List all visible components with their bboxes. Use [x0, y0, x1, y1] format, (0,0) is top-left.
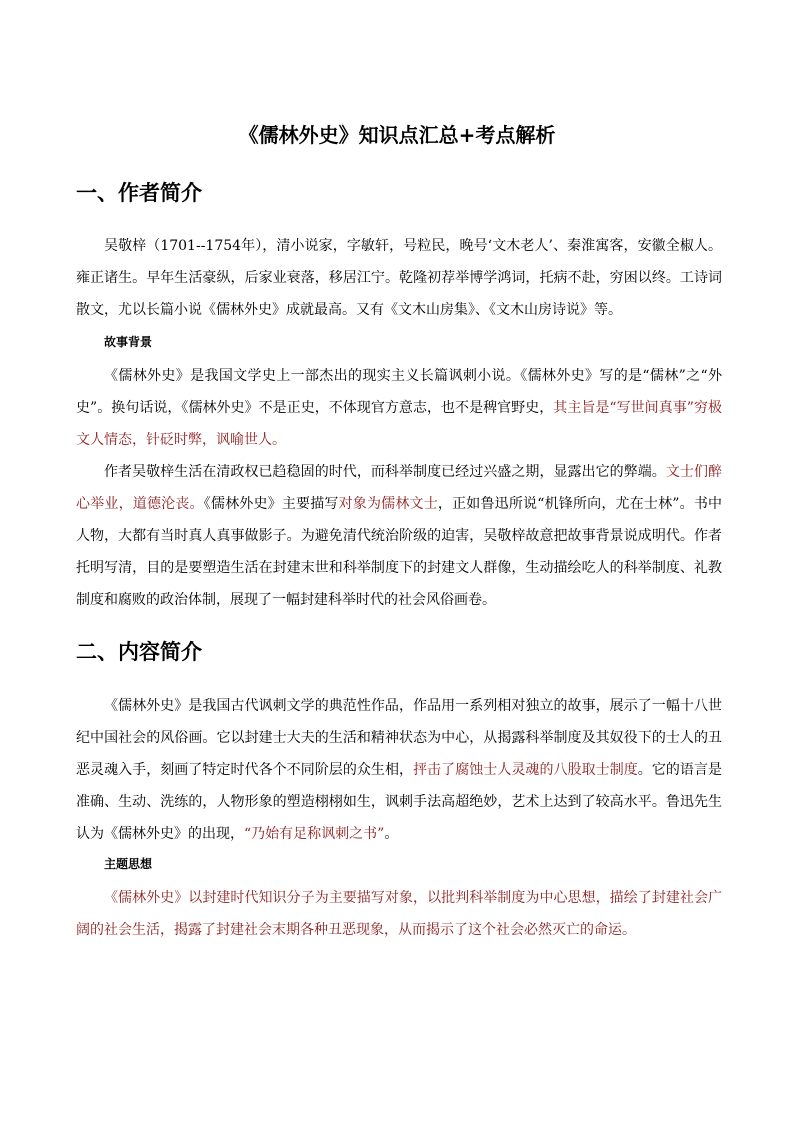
- era-highlight-2: 对象为儒林文士: [338, 496, 438, 512]
- author-paragraph: 吴敬梓（1701--1754年），清小说家，字敏轩，号粒民，晚号‘文木老人’、秦淮寓客，安徽全椒人。雍正诸生。早年生活豪纵，后家业衰落，移居江宁。乾隆初荐举博学鸿词，托病不赴，穷困以终。工诗词散文，尤以长篇小说《儒林外史》成就最高。又有《文木山房集》、《文木山房诗说》等。: [76, 238, 722, 318]
- era-highlight-1: 文士们醉心举业，道德沦丧。: [76, 464, 722, 512]
- background-highlight: 其主旨是“写世间真事”穷极文人情态，针砭时弊，讽喻世人。: [76, 400, 722, 448]
- content-paragraph: [76, 690, 722, 850]
- content-text-2: 。它的语言是准确、生动、洗练的，人物形象的塑造栩栩如生，讽刺手法高超绝妙，艺术上达到了较高水平。鲁迅先生认为《儒林外史》的出现，: [76, 762, 723, 842]
- theme-paragraph: 《儒林外史》以封建时代知识分子为主要描写对象，以批判科举制度为中心思想，描绘了封建社会广阔的社会生活，揭露了封建社会末期各种丑恶现象，从而揭示了这个社会必然灭亡的命运。: [76, 890, 722, 938]
- content-highlight-2: “乃始有足称讽刺之书”: [244, 826, 385, 842]
- era-text-2: 《儒林外史》主要描写: [203, 496, 339, 512]
- era-text-1: 作者吴敬梓生活在清政权已趋稳固的时代，而科举制度已经过兴盛之期，显露出它的弊端。: [104, 464, 666, 480]
- subheading-theme: 主题思想: [104, 857, 153, 871]
- era-text-3: ，正如鲁迅所说“机锋所向，尤在士林”。书中人物，大都有当时真人真事做影子。为避免清代统治阶级的迫害，吴敬梓故意把故事背景说成明代。作者托明写清，目的是要塑造生活在封建末世和科举制度下的封建文人群像，生动描绘吃人的科举制度、礼教制度和腐败的政治体制，展现了一幅封建科举时代的社会风俗画卷。: [76, 496, 723, 608]
- section-heading-author: 一、作者简介: [76, 181, 202, 205]
- era-paragraph: [76, 456, 722, 616]
- document-title: 《儒林外史》知识点汇总+考点解析: [238, 123, 556, 147]
- background-paragraph: [76, 360, 722, 456]
- subheading-background: 故事背景: [104, 335, 153, 349]
- content-highlight-1: 抨击了腐蚀士人灵魂的八股取士制度: [413, 762, 638, 778]
- background-text: 《儒林外史》是我国文学史上一部杰出的现实主义长篇讽刺小说。《儒林外史》写的是“儒林”之“外史”。换句话说，《儒林外史》不是正史，不体现官方意志，也不是稗官野史，: [76, 368, 722, 416]
- content-text-1: 《儒林外史》是我国古代讽刺文学的典范性作品，作品用一系列相对独立的故事，展示了一幅十八世纪中国社会的风俗画。它以封建士大夫的生活和精神状态为中心，从揭露科举制度及其奴役下的士人的丑恶灵魂入手，刻画了特定时代各个不同阶层的众生相，: [76, 698, 722, 778]
- section-heading-content: 二、内容简介: [76, 640, 202, 664]
- content-text-3: 。: [384, 826, 399, 842]
